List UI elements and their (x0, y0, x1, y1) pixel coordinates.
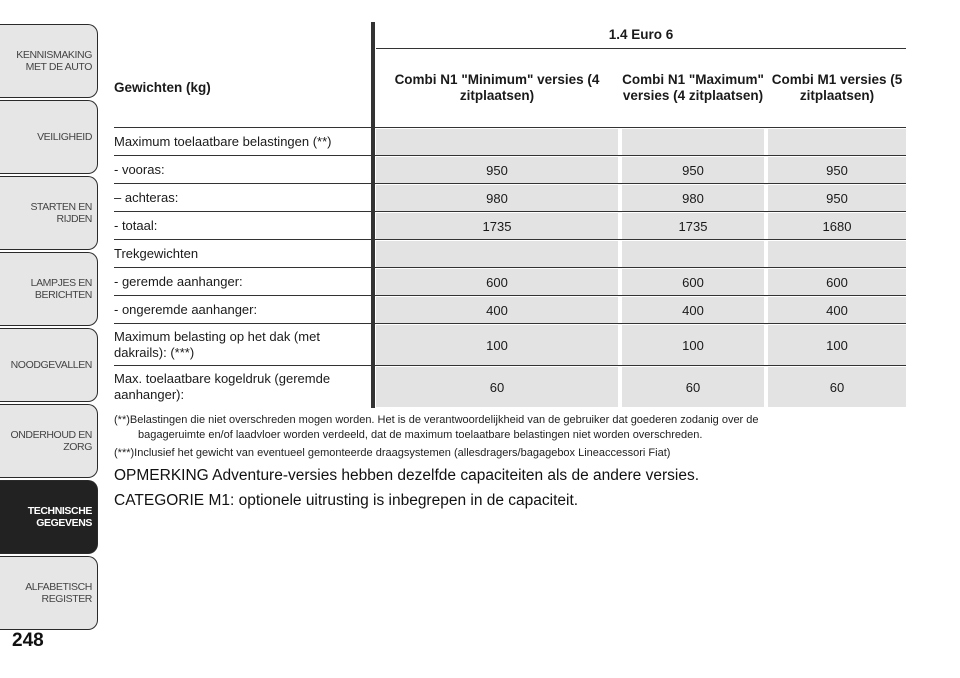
tab-label: VEILIGHEID (37, 131, 92, 143)
row-header: Gewichten (kg) (114, 80, 211, 95)
cell-value: 60 (622, 367, 764, 407)
cell-value: 950 (768, 185, 906, 211)
cell-value: 980 (622, 185, 764, 211)
cell-value: 980 (376, 185, 618, 211)
column-header: Combi M1 versies (5 zitplaatsen) (771, 72, 903, 103)
tab-noodgevallen[interactable] (0, 328, 98, 402)
table-row (114, 129, 906, 155)
row-divider (114, 323, 906, 324)
tab-onderhoud-en-zorg[interactable] (0, 404, 98, 478)
cell-value: 1735 (622, 213, 764, 239)
table-row (114, 157, 906, 183)
tab-label: ONDERHOUD EN ZORG (10, 429, 92, 453)
engine-header-row (114, 22, 906, 48)
tab-kennismaking[interactable] (0, 24, 98, 98)
cell-value (376, 129, 618, 155)
tab-label: NOODGEVALLEN (10, 359, 92, 371)
category-text: CATEGORIE M1: optionele uitrusting is inbegrepen in de capaciteit. (114, 492, 579, 509)
cell-value: 950 (622, 157, 764, 183)
cell-value: 100 (376, 325, 618, 365)
table-row (114, 325, 906, 365)
row-divider (114, 365, 906, 366)
tab-label: TECHNISCHE GEGEVENS (27, 505, 92, 529)
row-divider (114, 239, 906, 240)
row-divider (114, 127, 906, 128)
cell-value: 100 (768, 325, 906, 365)
page-number: 248 (12, 630, 44, 651)
column-header: Combi N1 "Minimum" versies (4 zitplaatsen) (394, 72, 600, 103)
cell-value: 600 (376, 269, 618, 295)
row-divider (114, 295, 906, 296)
row-label: - ongeremde aanhanger: (114, 302, 258, 317)
cell-value: 950 (768, 157, 906, 183)
cell-value: 400 (376, 297, 618, 323)
table-row (114, 297, 906, 323)
footnote-2: (***)Inclusief het gewicht van eventueel gemonteerde draagsystemen (allesdragers/bagagebox Lineaccessori Fiat) (114, 447, 671, 459)
tab-alfabetisch-register[interactable] (0, 556, 98, 630)
cell-value (622, 241, 764, 267)
cell-value: 100 (622, 325, 764, 365)
cell-value: 60 (376, 367, 618, 407)
table-row (114, 241, 906, 267)
table-row (114, 213, 906, 239)
tab-veiligheid[interactable] (0, 100, 98, 174)
footnote-1-continued: bagageruimte en/of laadvloer worden verdeeld, dat de maximum toelaatbare belastingen niet worden overschreden. (138, 429, 703, 441)
cell-value: 400 (768, 297, 906, 323)
column-header-row (114, 49, 906, 127)
row-label: Trekgewichten (114, 246, 199, 261)
remark-text: OPMERKING Adventure-versies hebben dezelfde capaciteiten als de andere versies. (114, 467, 700, 484)
cell-value (768, 129, 906, 155)
tab-lampjes-en-berichten[interactable] (0, 252, 98, 326)
cell-value: 400 (622, 297, 764, 323)
row-label: Maximum toelaatbare belastingen (**) (114, 134, 332, 149)
cell-value (768, 241, 906, 267)
row-divider (114, 155, 906, 156)
tab-label: KENNISMAKING MET DE AUTO (16, 49, 92, 73)
row-divider (114, 211, 906, 212)
row-label: - geremde aanhanger: (114, 274, 243, 289)
cell-value: 600 (622, 269, 764, 295)
tab-technische-gegevens[interactable] (0, 480, 98, 554)
cell-value: 600 (768, 269, 906, 295)
cell-value: 950 (376, 157, 618, 183)
row-divider (114, 183, 906, 184)
row-label: - vooras: (114, 162, 165, 177)
footnote-1: (**)Belastingen die niet overschreden mogen worden. Het is de verantwoordelijkheid van de gebruiker dat goederen zodanig over de (114, 414, 759, 426)
row-label: - totaal: (114, 218, 158, 233)
cell-value (622, 129, 764, 155)
table-row (114, 185, 906, 211)
tab-label: LAMPJES EN BERICHTEN (30, 277, 92, 301)
engine-header: 1.4 Euro 6 (608, 27, 674, 42)
row-label: Maximum belasting op het dak (met dakrails): (***) (114, 329, 320, 360)
cell-value (376, 241, 618, 267)
column-header: Combi N1 "Maximum" versies (4 zitplaatsen) (622, 72, 764, 103)
tab-label: ALFABETISCH REGISTER (25, 581, 92, 605)
tab-label: STARTEN EN RIJDEN (30, 201, 92, 225)
tab-starten-en-rijden[interactable] (0, 176, 98, 250)
cell-value: 60 (768, 367, 906, 407)
cell-value: 1735 (376, 213, 618, 239)
table-row (114, 269, 906, 295)
cell-value: 1680 (768, 213, 906, 239)
row-label: Max. toelaatbare kogeldruk (geremde aanhanger): (114, 371, 331, 402)
row-label: – achteras: (114, 190, 179, 205)
row-divider (114, 267, 906, 268)
table-row (114, 367, 906, 407)
